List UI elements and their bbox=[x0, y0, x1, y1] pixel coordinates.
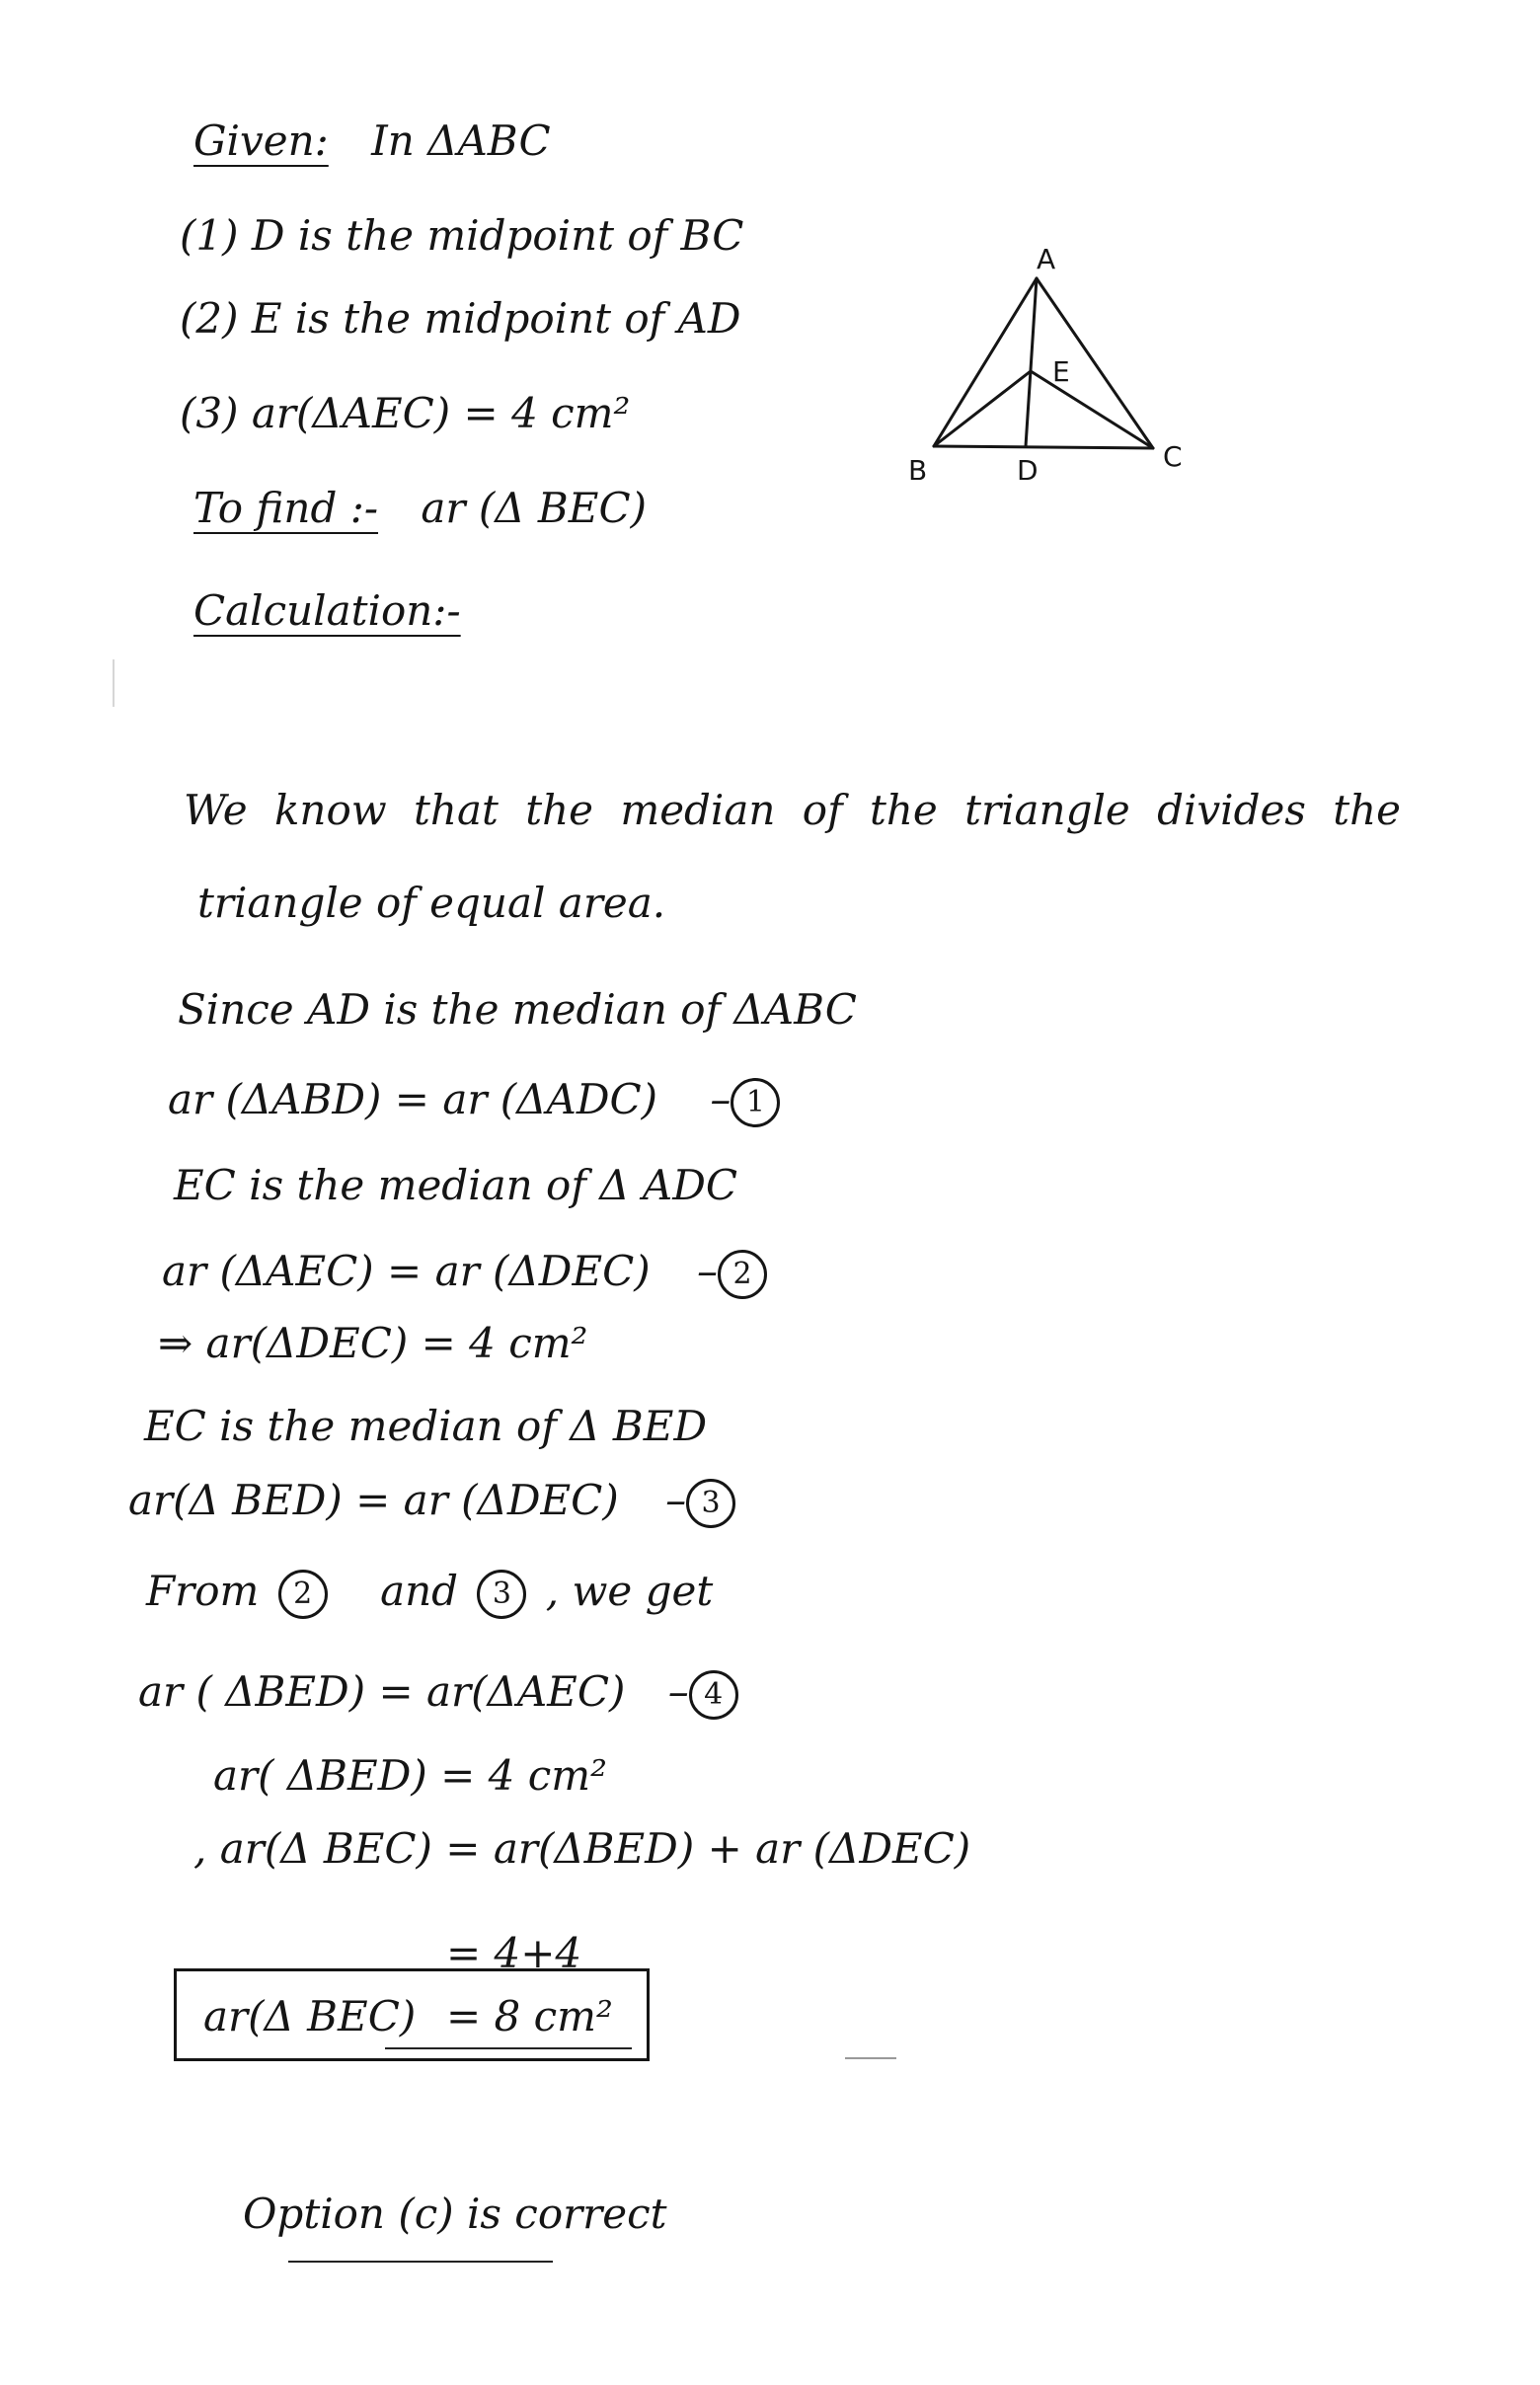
equation-tag-2: 2 bbox=[718, 1250, 767, 1299]
equation-bed-dec: ar(Δ BED) = ar (ΔDEC) bbox=[128, 1476, 619, 1524]
solution-line-13: , ar(Δ BEC) = ar(ΔBED) + ar (ΔDEC) bbox=[193, 1824, 971, 1873]
to-find-label: To find :- bbox=[193, 484, 379, 532]
from-word: From bbox=[146, 1567, 260, 1615]
conclusion-underline bbox=[288, 2261, 553, 2263]
result-lhs: ar(Δ BEC) bbox=[203, 1992, 417, 2040]
and-word: and bbox=[380, 1567, 459, 1615]
we-get-text: , we get bbox=[545, 1567, 714, 1615]
point-e-label: E bbox=[1052, 355, 1070, 388]
solution-line-5: EC is the median of Δ ADC bbox=[174, 1161, 738, 1209]
triangle-figure bbox=[888, 243, 1244, 480]
reference-3: 3 bbox=[477, 1570, 526, 1619]
given-item-2: (2) E is the midpoint of AD bbox=[180, 294, 741, 343]
vertex-c-label: C bbox=[1163, 440, 1183, 473]
solution-line-1: We know that the median of the triangle divides the bbox=[184, 786, 1402, 834]
given-item-3: (3) ar(ΔAEC) = 4 cm² bbox=[180, 389, 631, 437]
segment-be bbox=[934, 371, 1031, 446]
stray-line bbox=[845, 2057, 896, 2059]
vertex-b-label: B bbox=[908, 454, 928, 480]
given-item-1: (1) D is the midpoint of BC bbox=[180, 211, 744, 260]
equation-aec-dec: ar (ΔAEC) = ar (ΔDEC) bbox=[162, 1247, 651, 1295]
vertex-a-label: A bbox=[1037, 243, 1056, 275]
point-d-label: D bbox=[1017, 454, 1039, 480]
equation-tag-1: 1 bbox=[731, 1078, 780, 1127]
solution-line-3: Since AD is the median of ΔABC bbox=[178, 985, 857, 1034]
solution-line-7: ⇒ ar(ΔDEC) = 4 cm² bbox=[158, 1319, 588, 1367]
solution-line-9: ar(Δ BED) = ar (ΔDEC) – 3 bbox=[128, 1479, 735, 1528]
equation-tag-3: 3 bbox=[686, 1479, 735, 1528]
median-ad bbox=[1026, 278, 1037, 446]
equation-abd-adc: ar (ΔABD) = ar (ΔADC) bbox=[168, 1075, 658, 1123]
equation-tag-4: 4 bbox=[689, 1670, 738, 1720]
solution-line-12: ar( ΔBED) = 4 cm² bbox=[213, 1751, 607, 1800]
side-ab bbox=[934, 278, 1037, 446]
equation-bed-aec: ar ( ΔBED) = ar(ΔAEC) bbox=[138, 1667, 626, 1716]
to-find-value: ar (Δ BEC) bbox=[421, 484, 647, 532]
given-label: Given: bbox=[193, 116, 329, 165]
solution-line-14: = 4+4 bbox=[446, 1929, 582, 1977]
solution-line-4: ar (ΔABD) = ar (ΔADC) – 1 bbox=[168, 1078, 780, 1127]
solution-line-11: ar ( ΔBED) = ar(ΔAEC) – 4 bbox=[138, 1670, 738, 1720]
side-bc bbox=[934, 446, 1153, 448]
solution-line-6: ar (ΔAEC) = ar (ΔDEC) – 2 bbox=[162, 1250, 767, 1299]
solution-line-8: EC is the median of Δ BED bbox=[144, 1402, 708, 1450]
reference-2: 2 bbox=[278, 1570, 328, 1619]
margin-mark bbox=[113, 659, 115, 707]
given-heading bbox=[193, 116, 551, 165]
conclusion: Option (c) is correct bbox=[243, 2190, 667, 2238]
result-rhs: = 8 cm² bbox=[446, 1992, 613, 2040]
solution-line-2: triangle of equal area. bbox=[197, 879, 666, 927]
calculation-heading: Calculation:- bbox=[193, 586, 461, 635]
result-underline bbox=[385, 2047, 632, 2049]
solution-line-10 bbox=[146, 1567, 714, 1619]
to-find-line bbox=[193, 484, 647, 532]
segment-ec bbox=[1031, 371, 1153, 448]
given-triangle: In ΔABC bbox=[371, 116, 551, 165]
